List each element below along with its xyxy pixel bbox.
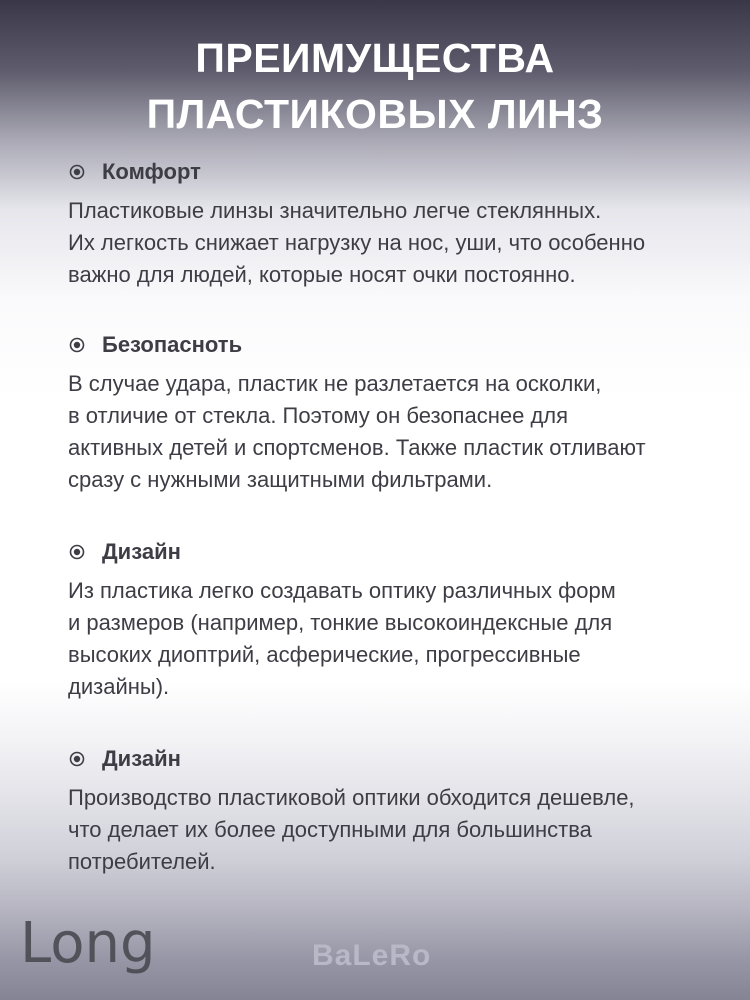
brand-watermark: BaLeRo <box>312 939 432 972</box>
section-body <box>68 195 728 291</box>
section-body <box>68 368 728 496</box>
body-line: Из пластика легко создавать оптику различных форм <box>68 578 616 603</box>
body-line: и размеров (например, тонкие высокоиндексные для <box>68 610 613 635</box>
body-line: активных детей и спортсменов. Также пластик отливают <box>68 435 646 460</box>
section-safety <box>68 330 728 496</box>
section-header <box>69 157 728 187</box>
section-price <box>68 744 728 878</box>
body-line: В случае удара, пластик не разлетается на осколки, <box>68 371 602 396</box>
page-title-line-1: ПРЕИМУЩЕСТВА <box>195 35 555 81</box>
page-title-line-2: ПЛАСТИКОВЫХ ЛИНЗ <box>146 91 604 137</box>
watermark-long: Long <box>20 911 156 976</box>
body-line: Их легкость снижает нагрузку на нос, уши, что особенно <box>68 230 646 255</box>
section-design <box>68 537 728 703</box>
body-line: потребителей. <box>68 849 216 874</box>
radio-bullet-icon <box>69 751 85 767</box>
radio-bullet-icon <box>69 164 85 180</box>
body-line: что делает их более доступными для большинства <box>68 817 592 842</box>
body-line: в отличие от стекла. Поэтому он безопаснее для <box>68 403 569 428</box>
body-line: важно для людей, которые носят очки постоянно. <box>68 262 576 287</box>
section-heading: Дизайн <box>102 539 181 564</box>
body-line: Пластиковые линзы значительно легче стеклянных. <box>68 198 602 223</box>
radio-bullet-icon <box>69 544 85 560</box>
section-body <box>68 575 728 703</box>
body-line: дизайны). <box>68 674 170 699</box>
section-heading: Дизайн <box>102 746 181 771</box>
page-title <box>0 30 750 142</box>
section-heading: Безопасноть <box>102 332 243 357</box>
body-line: высоких диоптрий, асферические, прогрессивные <box>68 642 581 667</box>
section-comfort <box>68 157 728 291</box>
radio-bullet-icon <box>69 337 85 353</box>
section-body <box>68 782 728 878</box>
section-heading: Комфорт <box>102 159 201 184</box>
body-line: сразу с нужными защитными фильтрами. <box>68 467 493 492</box>
section-header <box>69 537 728 567</box>
section-header <box>69 744 728 774</box>
section-header <box>69 330 728 360</box>
body-line: Производство пластиковой оптики обходится дешевле, <box>68 785 635 810</box>
